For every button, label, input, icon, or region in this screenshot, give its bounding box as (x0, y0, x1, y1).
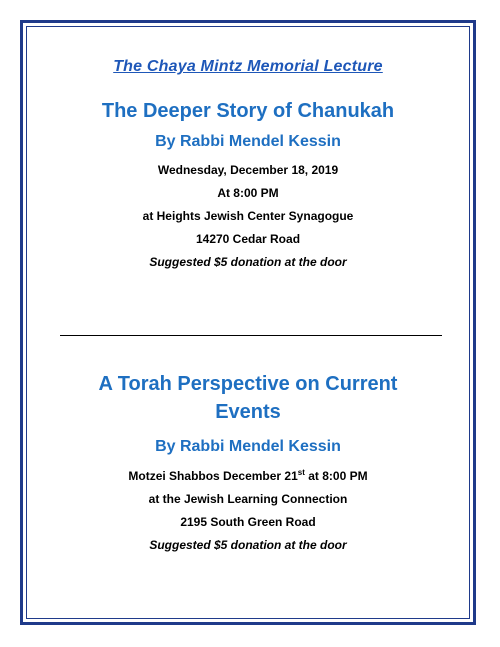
lecture2-venue: at the Jewish Learning Connection (148, 492, 348, 506)
lecture1-date: Wednesday, December 18, 2019 (157, 163, 339, 177)
lecture1-title: The Deeper Story of Chanukah (101, 100, 395, 122)
memorial-lecture-title: The Chaya Mintz Memorial Lecture (113, 58, 383, 75)
lecture2-donation: Suggested $5 donation at the door (149, 538, 347, 552)
lecture1-venue: at Heights Jewish Center Synagogue (142, 209, 354, 223)
lecture2-date (30, 468, 466, 483)
lecture2-title: A Torah Perspective on Current Events (98, 373, 398, 423)
lecture1-time: At 8:00 PM (217, 186, 279, 200)
lecture2-address: 2195 South Green Road (180, 515, 316, 529)
flyer-content (30, 30, 466, 552)
lecture2-section (30, 370, 466, 552)
section-divider (60, 335, 442, 336)
lecture2-date-ordinal: st (297, 468, 305, 477)
lecture1-speaker: By Rabbi Mendel Kessin (155, 133, 341, 150)
lecture2-speaker: By Rabbi Mendel Kessin (155, 438, 341, 455)
lecture1-address: 14270 Cedar Road (195, 232, 301, 246)
lecture2-date-prefix: Motzei Shabbos December 21 (128, 469, 298, 483)
lecture1-donation: Suggested $5 donation at the door (149, 255, 347, 269)
lecture2-date-suffix: at 8:00 PM (304, 469, 368, 483)
